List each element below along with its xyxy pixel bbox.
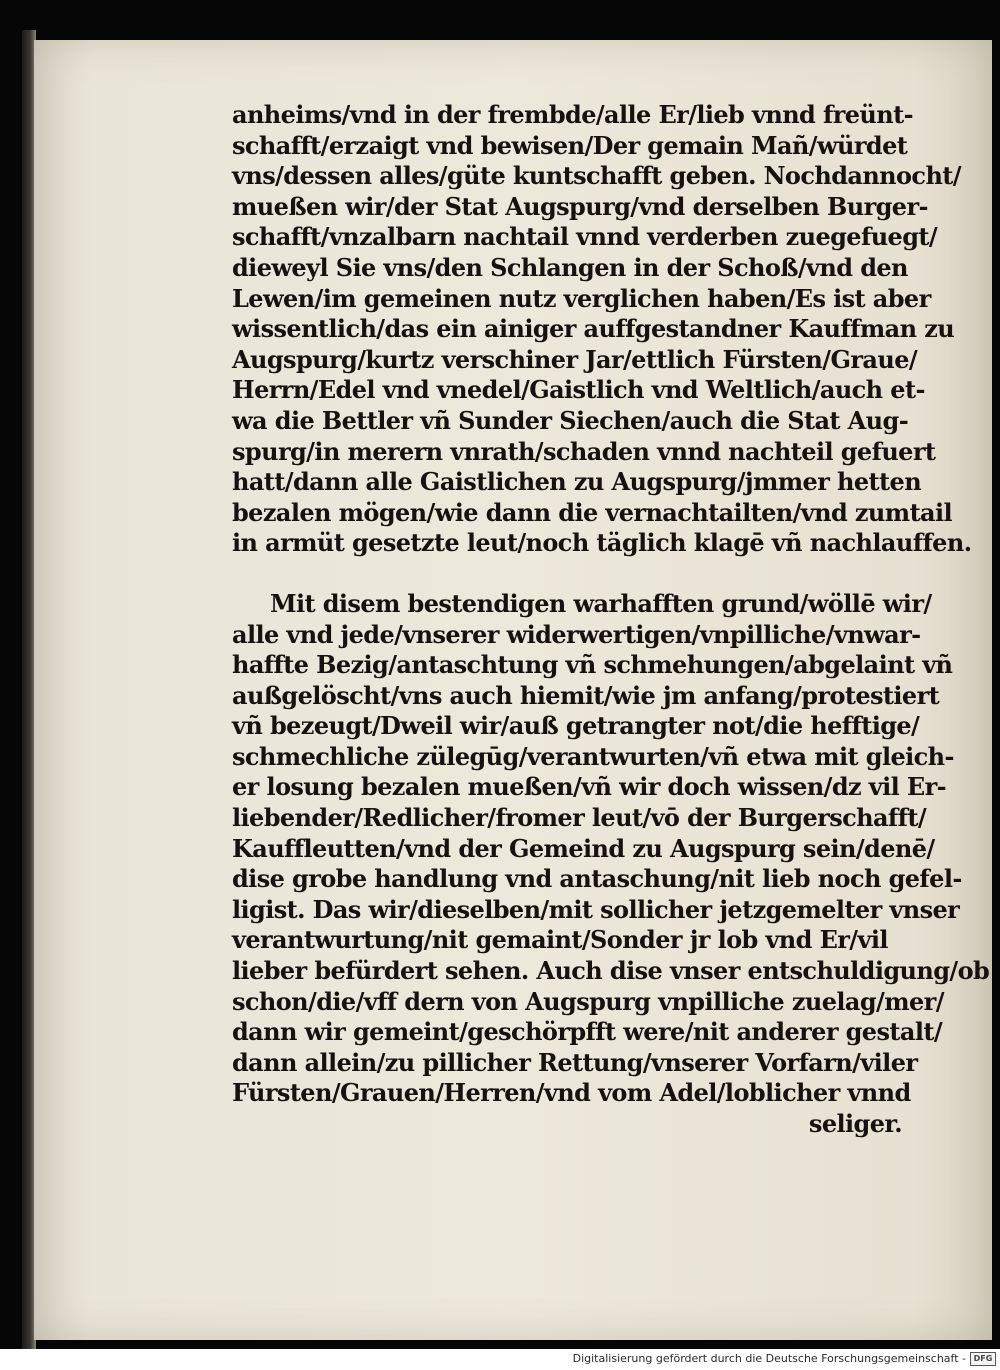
text-line: Mit disem bestendigen warhafften grund/wöllē wir/ [270, 588, 932, 618]
text-line: Kauffleutten/vnd der Gemeind zu Augspurg sein/denē/ [232, 833, 935, 863]
text-line: dieweyl Sie vns/den Schlangen in der Schoß/vnd den [232, 252, 908, 282]
text-line: spurg/in merern vnrath/schaden vnnd nachteil gefuert [232, 436, 936, 466]
text-line: alle vnd jede/vnserer widerwertigen/vnpilliche/vnwar- [232, 619, 921, 649]
text-line: wa die Bettler vñ Sunder Siechen/auch die Stat Aug- [232, 405, 909, 435]
funding-credit: Digitalisierung gefördert durch die Deutsche Forschungsgemeinschaft - [572, 1352, 966, 1365]
text-line: in armüt gesetzte leut/noch täglich klagē vñ nachlauffen. [232, 528, 972, 558]
text-line: er losung bezalen mueßen/vñ wir doch wissen/dz vil Er- [232, 772, 947, 802]
text-line: dann allein/zu pillicher Rettung/vnserer Vorfarn/viler [232, 1047, 918, 1077]
text-line: schafft/vnzalbarn nachtail vnnd verderben zuegefuegt/ [232, 222, 938, 252]
text-line: schafft/erzaigt vnd bewisen/Der gemain Mañ/würdet [232, 130, 908, 160]
paragraph-spacer [232, 559, 932, 589]
text-line: Fürsten/Grauen/Herren/vnd vom Adel/loblicher vnnd [232, 1078, 911, 1108]
text-line: schmechliche zülegūg/verantwurten/vñ etwa mit gleich- [232, 741, 954, 771]
text-line: mueßen wir/der Stat Augspurg/vnd derselben Burger- [232, 191, 928, 221]
text-line: hatt/dann alle Gaistlichen zu Augspurg/jmmer hetten [232, 467, 922, 497]
text-line: Lewen/im gemeinen nutz verglichen haben/Es ist aber [232, 283, 931, 313]
paragraph-1 [232, 100, 972, 559]
text-line: Augspurg/kurtz verschiner Jar/ettlich Fürsten/Graue/ [232, 344, 918, 374]
page-text-block [232, 100, 990, 1140]
paragraph-2 [232, 588, 990, 1140]
footer-bar [0, 1349, 1000, 1370]
text-line: vns/dessen alles/güte kuntschafft geben. Nochdannocht/ [232, 161, 961, 191]
text-line: anheims/vnd in der frembde/alle Er/lieb vnnd freünt- [232, 100, 913, 129]
text-line: wissentlich/das ein ainiger auffgestandner Kauffman zu [232, 314, 955, 344]
dfg-logo-icon: DFG [970, 1352, 996, 1366]
text-line: außgelöscht/vns auch hiemit/wie jm anfang/protestiert [232, 680, 940, 710]
catchword: seliger. [808, 1109, 902, 1138]
text-line: verantwurtung/nit gemaint/Sonder jr lob vnd Er/vil [232, 925, 888, 955]
text-line: Herrn/Edel vnd vnedel/Gaistlich vnd Weltlich/auch et- [232, 375, 925, 405]
text-line: vñ bezeugt/Dweil wir/auß getrangter not/die hefftige/ [232, 711, 920, 741]
text-line: ligist. Das wir/dieselben/mit sollicher jetzgemelter vnser [232, 894, 960, 924]
text-line: dann wir gemeint/geschörpfft were/nit anderer gestalt/ [232, 1017, 942, 1047]
text-line: liebender/Redlicher/fromer leut/vō der Burgerschafft/ [232, 803, 927, 833]
text-line: haffte Bezig/antaschtung vñ schmehungen/abgelaint vñ [232, 650, 953, 680]
text-line: bezalen mögen/wie dann die vernachtailten/vnd zumtail [232, 497, 953, 527]
text-line: dise grobe handlung vnd antaschung/nit lieb noch gefel- [232, 864, 962, 894]
text-line: schon/die/vff dern von Augspurg vnpilliche zuelag/mer/ [232, 986, 944, 1016]
text-line: lieber befürdert sehen. Auch dise vnser entschuldigung/ob [232, 956, 990, 986]
